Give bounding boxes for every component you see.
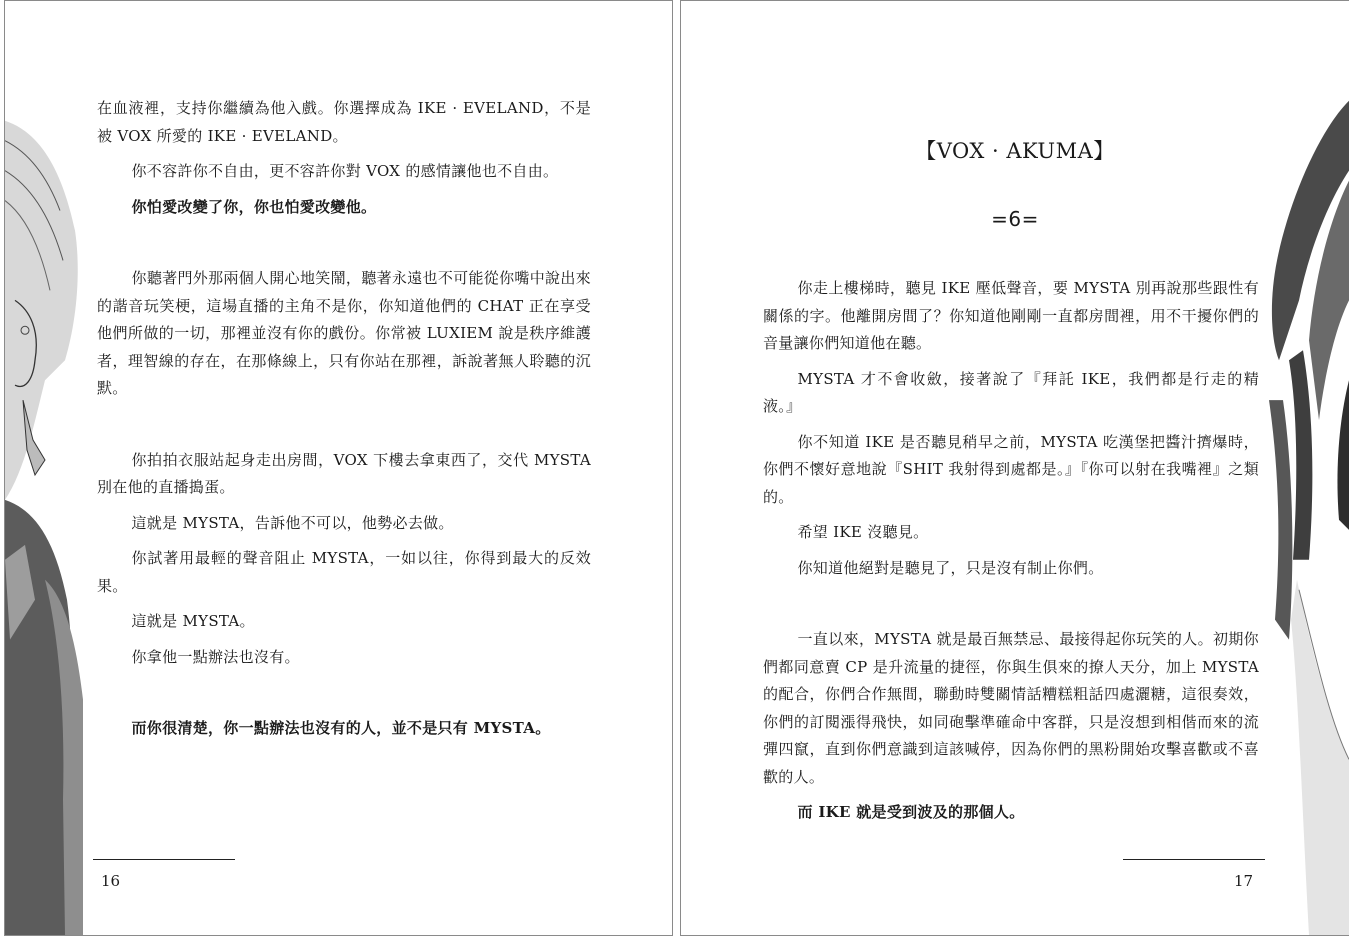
paragraph: 你試著用最輕的聲音阻止 MYSTA，一如以往，你得到最大的反效果。 bbox=[97, 549, 591, 595]
paragraph: 這就是 MYSTA。 bbox=[131, 612, 255, 630]
paragraph: 你拿他一點辦法也沒有。 bbox=[131, 647, 300, 666]
paragraph: 希望 IKE 沒聽見。 bbox=[797, 523, 929, 541]
page-number: 16 bbox=[101, 872, 121, 890]
left-page-body bbox=[97, 95, 591, 743]
paragraph: 你不知道 IKE 是否聽見稍早之前，MYSTA 吃漢堡把醬汁擠爆時，你們不懷好意地說『SHIT 我射得到處都是。』『你可以射在我嘴裡』之類的。 bbox=[763, 432, 1259, 506]
paragraph: 這就是 MYSTA，告訴他不可以，他勢必去做。 bbox=[131, 513, 454, 532]
left-page bbox=[4, 0, 673, 936]
chapter-number: =6= bbox=[991, 207, 1039, 231]
footer-rule bbox=[1123, 859, 1265, 860]
paragraph: 在血液裡，支持你繼續為他入戲。你選擇成為 IKE · EVELAND，不是被 VOX 所愛的 IKE · EVELAND。 bbox=[97, 99, 591, 145]
chapter-title: 【VOX · AKUMA】 bbox=[915, 139, 1115, 163]
paragraph-bold: 而你很清楚，你一點辦法也沒有的人，並不是只有 MYSTA。 bbox=[131, 719, 551, 737]
paragraph: 你不容許你不自由，更不容許你對 VOX 的感情讓他也不自由。 bbox=[131, 162, 559, 180]
illustration-strip-left bbox=[5, 1, 83, 935]
paragraph: 你拍拍衣服站起身走出房間，VOX 下樓去拿東西了，交代 MYSTA 別在他的直播搗蛋。 bbox=[97, 450, 591, 496]
paragraph: 你知道他絕對是聽見了，只是沒有制止你們。 bbox=[797, 558, 1104, 577]
right-page bbox=[680, 0, 1349, 936]
paragraph-bold: 而 IKE 就是受到波及的那個人。 bbox=[797, 803, 1025, 821]
page-number: 17 bbox=[1234, 872, 1254, 890]
paragraph: MYSTA 才不會收斂，接著說了『拜託 IKE，我們都是行走的精液。』 bbox=[763, 369, 1259, 415]
paragraph-bold: 你怕愛改變了你，你也怕愛改變他。 bbox=[131, 197, 377, 216]
paragraph: 你聽著門外那兩個人開心地笑鬧，聽著永遠也不可能從你嘴中說出來的諧音玩笑梗，這場直播的主角不是你，你知道他們的 CHAT 正在享受他們所做的一切，那裡並沒有你的戲份。你常被 LUXIEM 說是秩序維護者，理智線的存在，在那條線上，只有你站在那裡，訴說著無人聆聽的沉默。 bbox=[97, 269, 591, 397]
right-page-body bbox=[763, 275, 1259, 827]
paragraph: 一直以來，MYSTA 就是最百無禁忌、最接得起你玩笑的人。初期你們都同意賣 CP 是升流量的捷徑，你與生俱來的撩人天分，加上 MYSTA 的配合，你們合作無間，聯動時雙關情話糟糕粗話四處灑糖，這很奏效，你們的訂閱漲得飛快，如同砲擊準確命中客群，只是沒想到相偕而來的流彈四竄，直到你們意識到這該喊停，因為你們的黑粉開始攻擊喜歡或不喜歡的人。 bbox=[763, 630, 1259, 786]
paragraph: 你走上樓梯時，聽見 IKE 壓低聲音，要 MYSTA 別再說那些跟性有關係的字。他離開房間了？你知道他剛剛一直都房間裡，用不干擾你們的音量讓你們知道他在聽。 bbox=[763, 279, 1259, 352]
footer-rule bbox=[93, 859, 235, 860]
